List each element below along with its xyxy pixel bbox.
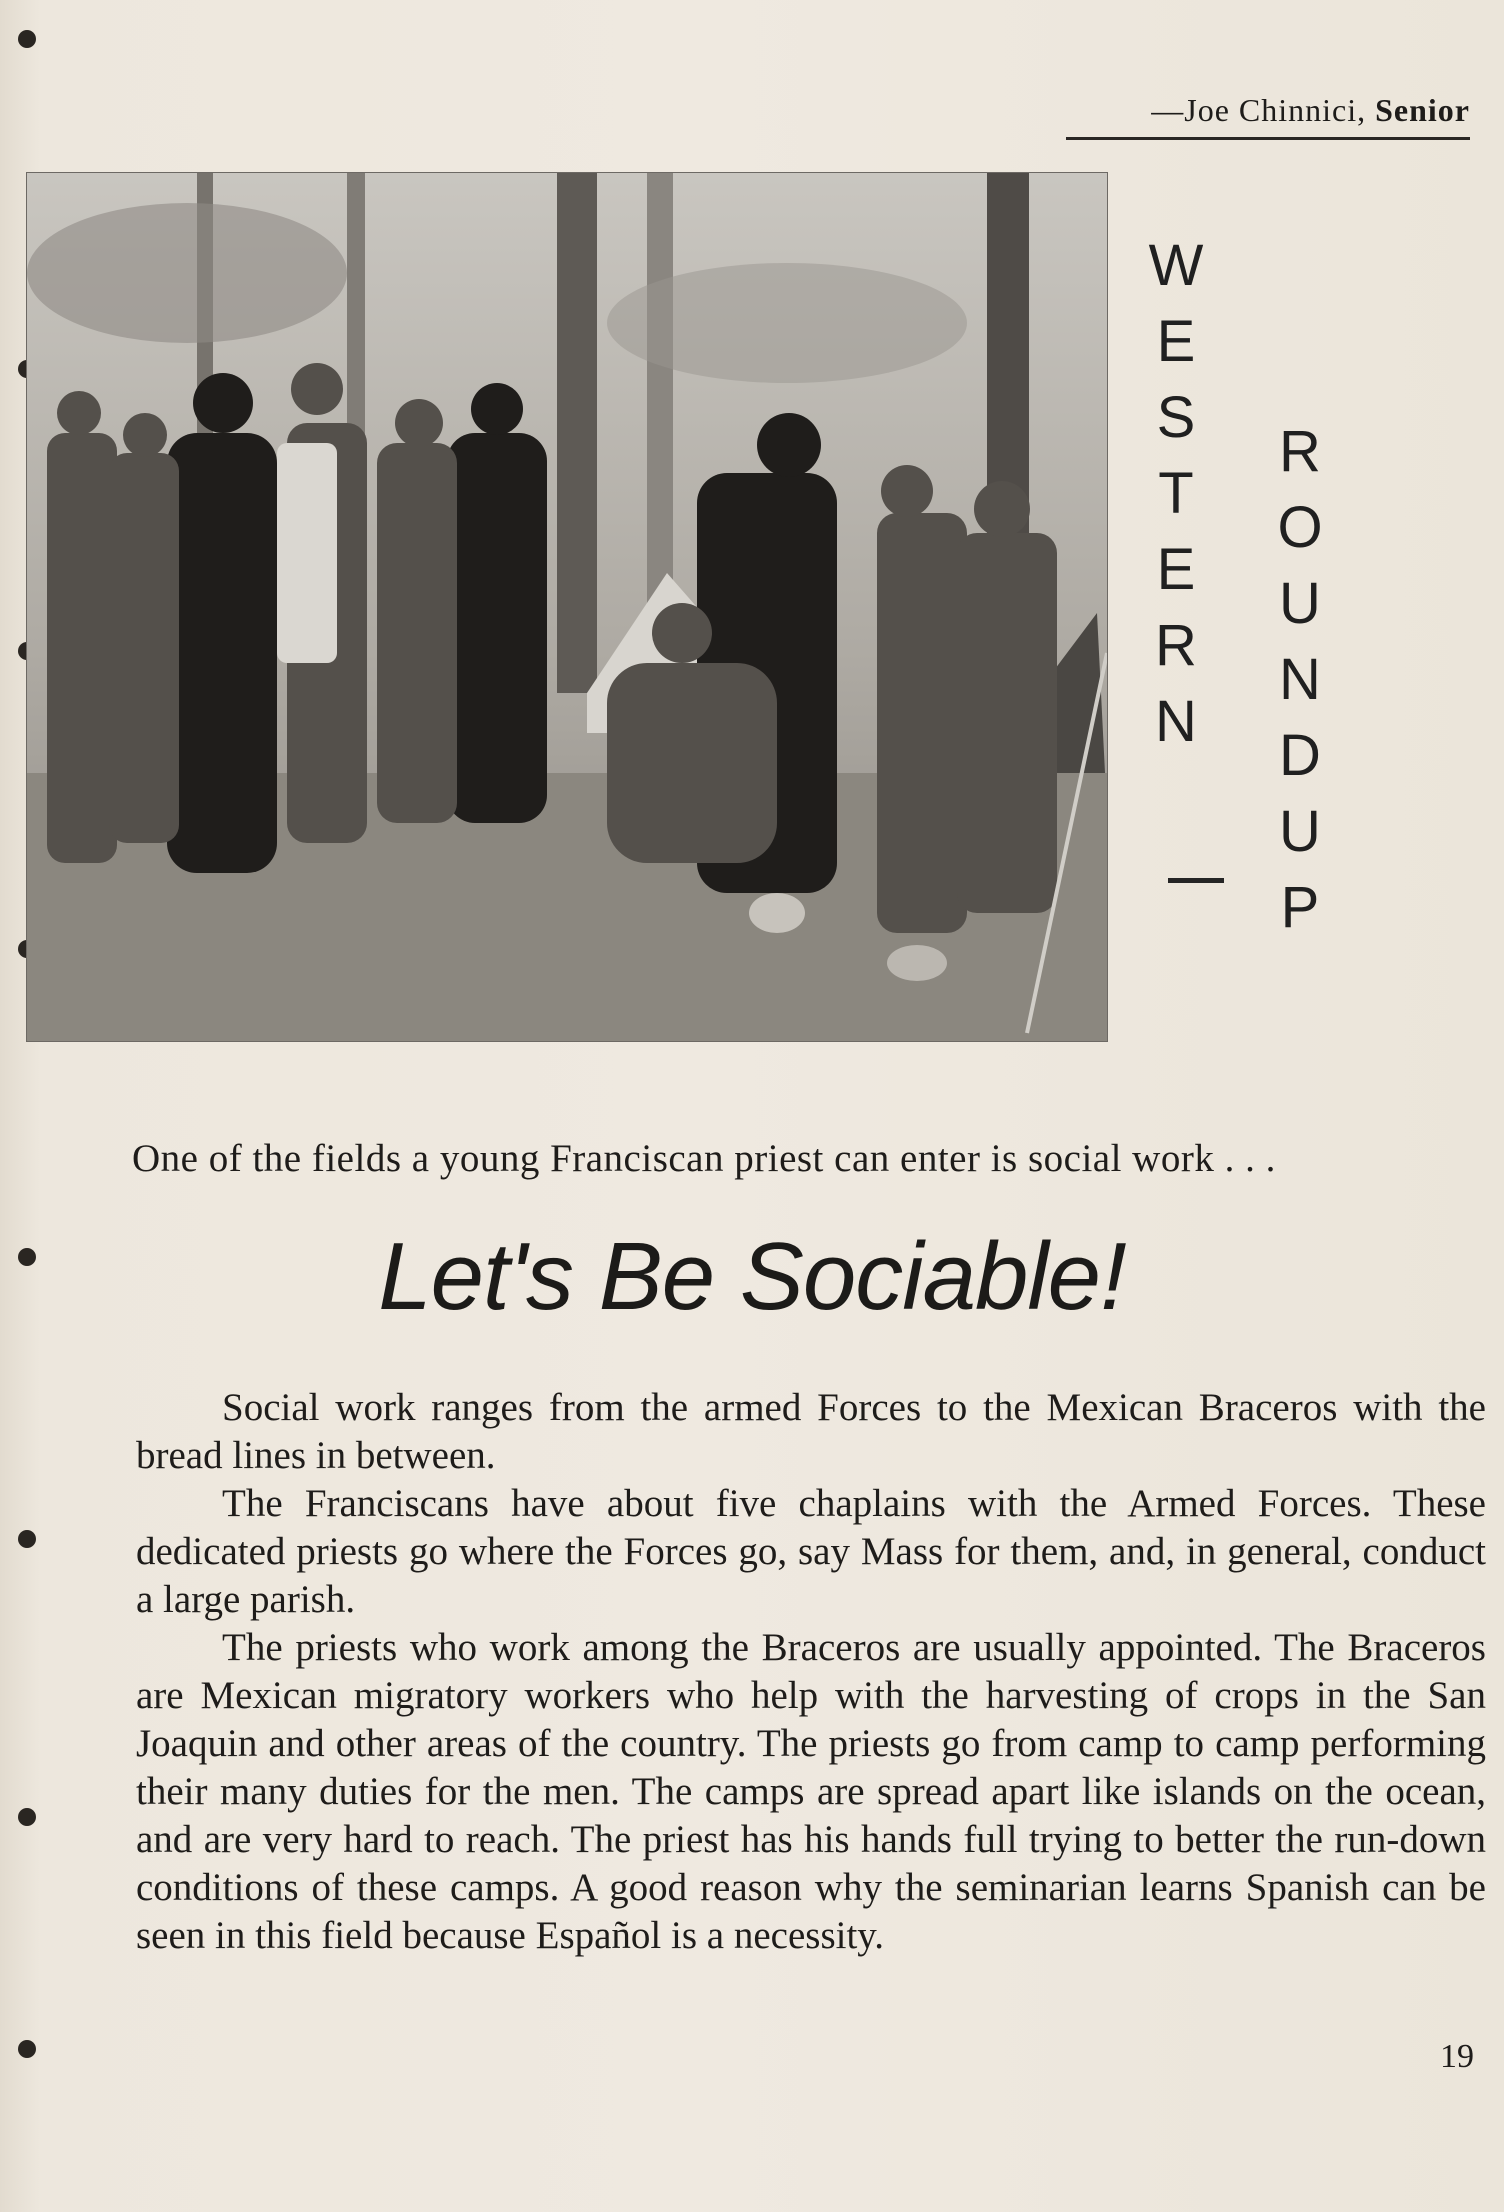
vertical-title-western [1146,228,1206,760]
byline [1066,92,1470,140]
binder-hole [18,30,36,48]
binder-hole [18,2040,36,2058]
paragraph: The priests who work among the Braceros are usually appointed. The Braceros are Mexican migratory workers who help with the harvesting of crops in the San Joaquin and other areas of the country. The priests go from camp to camp performing their many duties for the men. The camps are spread apart like islands on the ocean, and are very hard to reach. The priest has his hands full trying to better the run-down conditions of these camps. A good reason why the seminarian learns Spanish can be seen in this field because Español is a necessity. [136,1626,1486,1957]
byline-author: —Joe Chinnici, [1151,92,1367,128]
title-letter: S [1156,385,1196,450]
binder-hole [18,1530,36,1548]
title-letter: W [1148,233,1204,298]
title-letter: D [1279,723,1321,788]
title-letter: P [1280,875,1320,940]
title-letter: R [1279,419,1321,484]
title-letter: R [1155,613,1197,678]
title-letter: N [1155,689,1197,754]
paragraph: Social work ranges from the armed Forces to the Mexican Braceros with the bread lines in between. [136,1386,1486,1477]
article-body [136,1384,1486,1960]
title-letter: E [1156,537,1196,602]
page-number: 19 [1440,2038,1474,2075]
photo [26,172,1108,1042]
title-letter: U [1279,571,1321,636]
binder-hole [18,1808,36,1826]
vertical-title-roundup [1270,414,1330,946]
title-letter: N [1279,647,1321,712]
title-letter: U [1279,799,1321,864]
paragraph: The Franciscans have about five chaplains with the Armed Forces. These dedicated priests go where the Forces go, say Mass for them, and, in general, conduct a large parish. [136,1482,1486,1621]
lead-line: One of the fields a young Franciscan priest can enter is social work . . . [132,1137,1276,1180]
headline: Let's Be Sociable! [378,1223,1126,1330]
title-letter: T [1158,461,1194,526]
title-dash [1168,878,1224,883]
title-letter: O [1277,495,1323,560]
byline-role: Senior [1375,92,1470,128]
title-letter: E [1156,309,1196,374]
